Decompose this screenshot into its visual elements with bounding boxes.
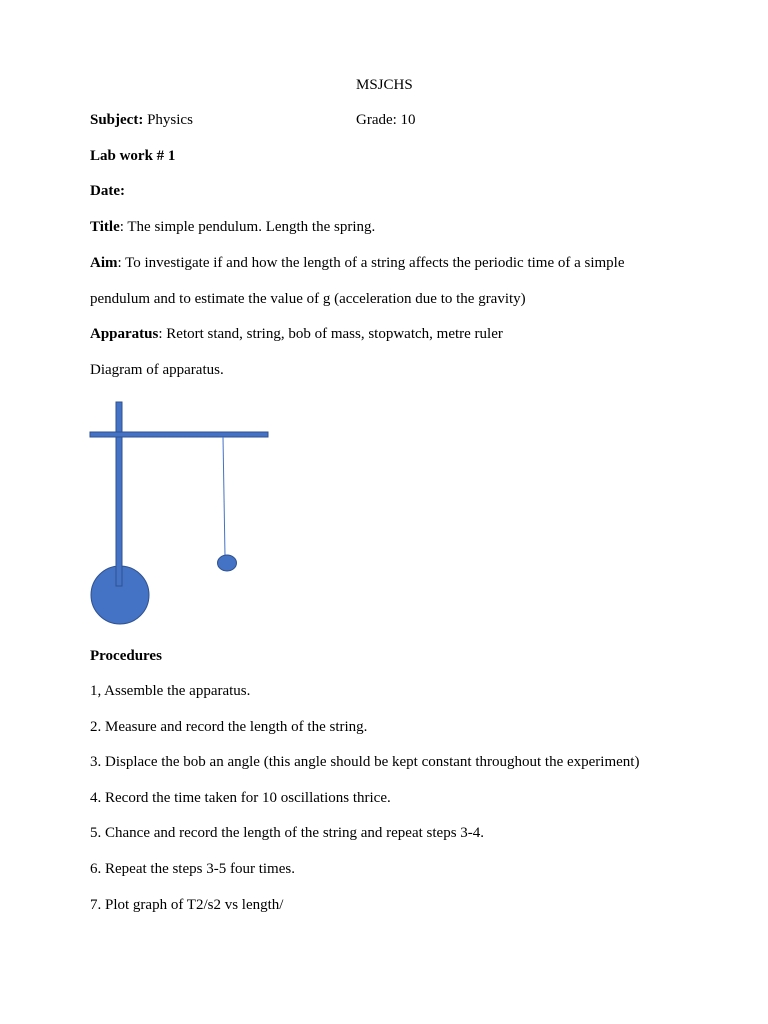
diagram-caption: Diagram of apparatus. <box>90 362 224 378</box>
procedure-step: 7. Plot graph of T2/s2 vs length/ <box>90 897 284 913</box>
title-label: Title <box>90 219 120 235</box>
pendulum-string <box>223 437 225 556</box>
subject-line <box>90 111 193 129</box>
grade-line: Grade: 10 <box>356 112 416 128</box>
pendulum-bob <box>218 555 237 571</box>
apparatus-text: : Retort stand, string, bob of mass, stopwatch, metre ruler <box>158 326 503 342</box>
procedures-heading: Procedures <box>90 648 162 664</box>
lab-work-heading: Lab work # 1 <box>90 148 176 164</box>
aim-text: : To investigate if and how the length of a string affects the periodic time of a simple <box>117 255 625 271</box>
title-line <box>90 218 375 236</box>
procedure-step: 2. Measure and record the length of the string. <box>90 719 368 735</box>
aim-label: Aim <box>90 255 118 271</box>
procedure-step: 3. Displace the bob an angle (this angle should be kept constant throughout the experiment) <box>90 754 640 770</box>
procedure-step: 5. Chance and record the length of the string and repeat steps 3-4. <box>90 825 485 841</box>
pendulum-diagram <box>86 398 276 630</box>
subject-value: Physics <box>147 112 193 128</box>
stand-arm <box>90 432 268 437</box>
procedure-step: 1, Assemble the apparatus. <box>90 683 251 699</box>
procedure-step: 6. Repeat the steps 3-5 four times. <box>90 861 295 877</box>
school-name: MSJCHS <box>356 77 413 93</box>
aim-line-2: pendulum and to estimate the value of g (acceleration due to the gravity) <box>90 291 526 307</box>
procedure-step: 4. Record the time taken for 10 oscillations thrice. <box>90 790 391 806</box>
date-line: Date: <box>90 183 125 199</box>
stand-pole <box>116 402 122 586</box>
apparatus-label: Apparatus <box>90 326 159 342</box>
subject-label: Subject: <box>90 112 144 128</box>
title-text: : The simple pendulum. Length the spring. <box>119 219 376 235</box>
aim-line-1 <box>90 254 625 272</box>
apparatus-line <box>90 325 503 343</box>
